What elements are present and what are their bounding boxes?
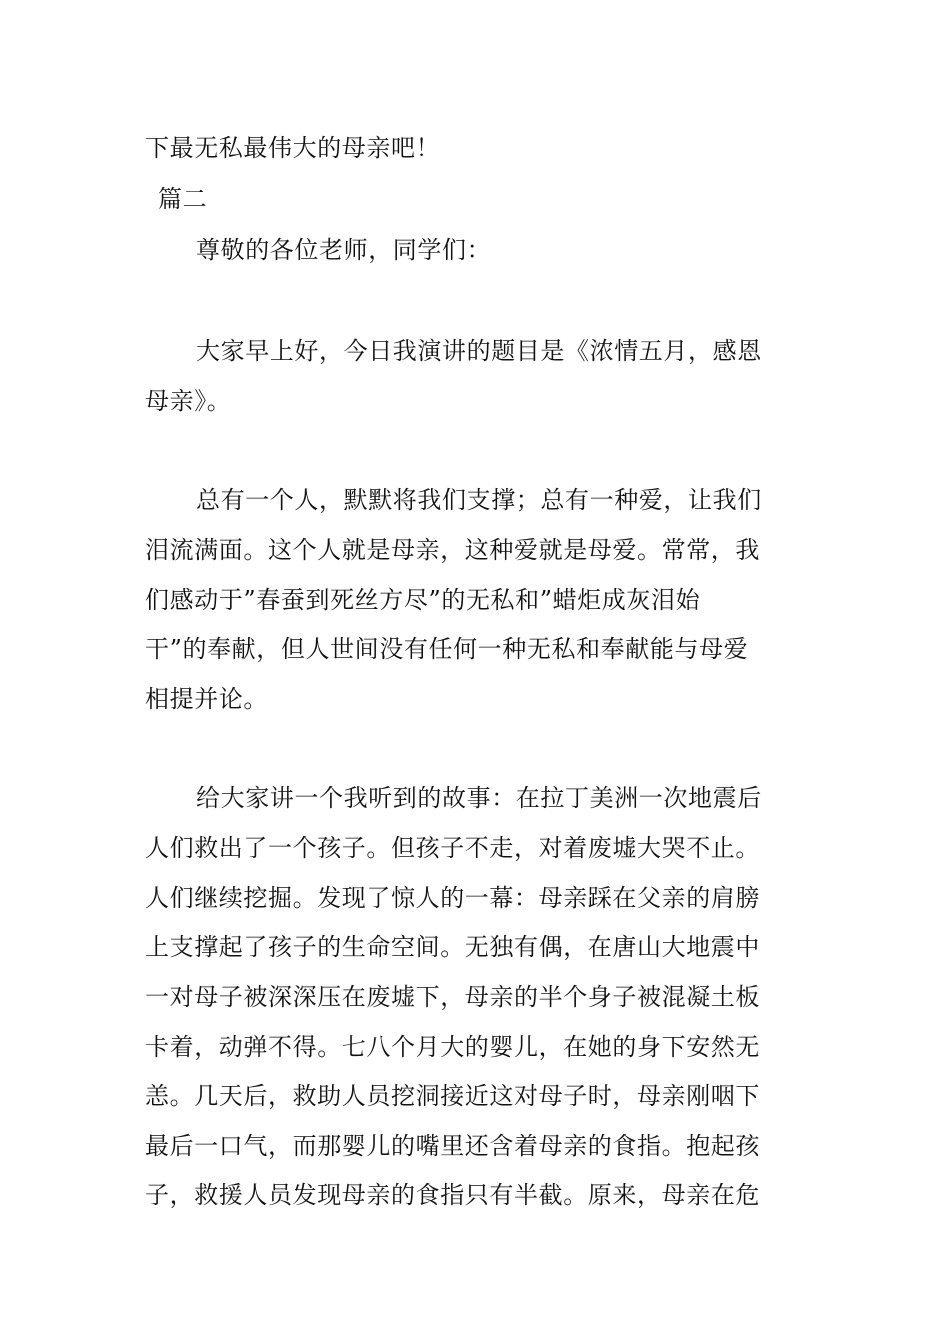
paragraph-line: 相提并论。 xyxy=(145,685,268,713)
paragraph-line: 子，救援人员发现母亲的食指只有半截。原来，母亲在危 xyxy=(145,1181,760,1209)
paragraph-line: 干”的奉献，但人世间没有任何一种无私和奉献能与母爱 xyxy=(145,635,749,663)
paragraph-line: 们感动于”春蚕到死丝方尽”的无私和”蜡炬成灰泪始 xyxy=(145,586,701,614)
paragraph-line: 卡着，动弹不得。七八个月大的婴儿，在她的身下安然无 xyxy=(145,1033,760,1061)
paragraph-line: 大家早上好，今日我演讲的题目是《浓情五月，感恩 xyxy=(196,337,762,365)
paragraph-line: 泪流满面。这个人就是母亲，这种爱就是母爱。常常，我 xyxy=(145,536,760,564)
paragraph-line: 给大家讲一个我听到的故事：在拉丁美洲一次地震后 xyxy=(196,784,762,812)
paragraph-line: 恙。几天后，救助人员挖洞接近这对母子时，母亲刚咽下 xyxy=(145,1082,760,1110)
continuation-line: 下最无私最伟大的母亲吧！ xyxy=(145,134,441,162)
salutation: 尊敬的各位老师，同学们： xyxy=(196,236,492,264)
section-heading: 篇二 xyxy=(158,185,208,213)
paragraph-line: 一对母子被深深压在废墟下，母亲的半个身子被混凝土板 xyxy=(145,983,760,1011)
paragraph-line: 母亲》。 xyxy=(145,387,232,415)
paragraph-line: 人们救出了一个孩子。但孩子不走，对着废墟大哭不止。 xyxy=(145,834,760,862)
paragraph-line: 总有一个人，默默将我们支撑；总有一种爱，让我们 xyxy=(196,486,762,514)
paragraph-line: 上支撑起了孩子的生命空间。无独有偶，在唐山大地震中 xyxy=(145,933,760,961)
paragraph-line: 人们继续挖掘。发现了惊人的一幕：母亲踩在父亲的肩膀 xyxy=(145,884,760,912)
paragraph-line: 最后一口气，而那婴儿的嘴里还含着母亲的食指。抱起孩 xyxy=(145,1132,760,1160)
